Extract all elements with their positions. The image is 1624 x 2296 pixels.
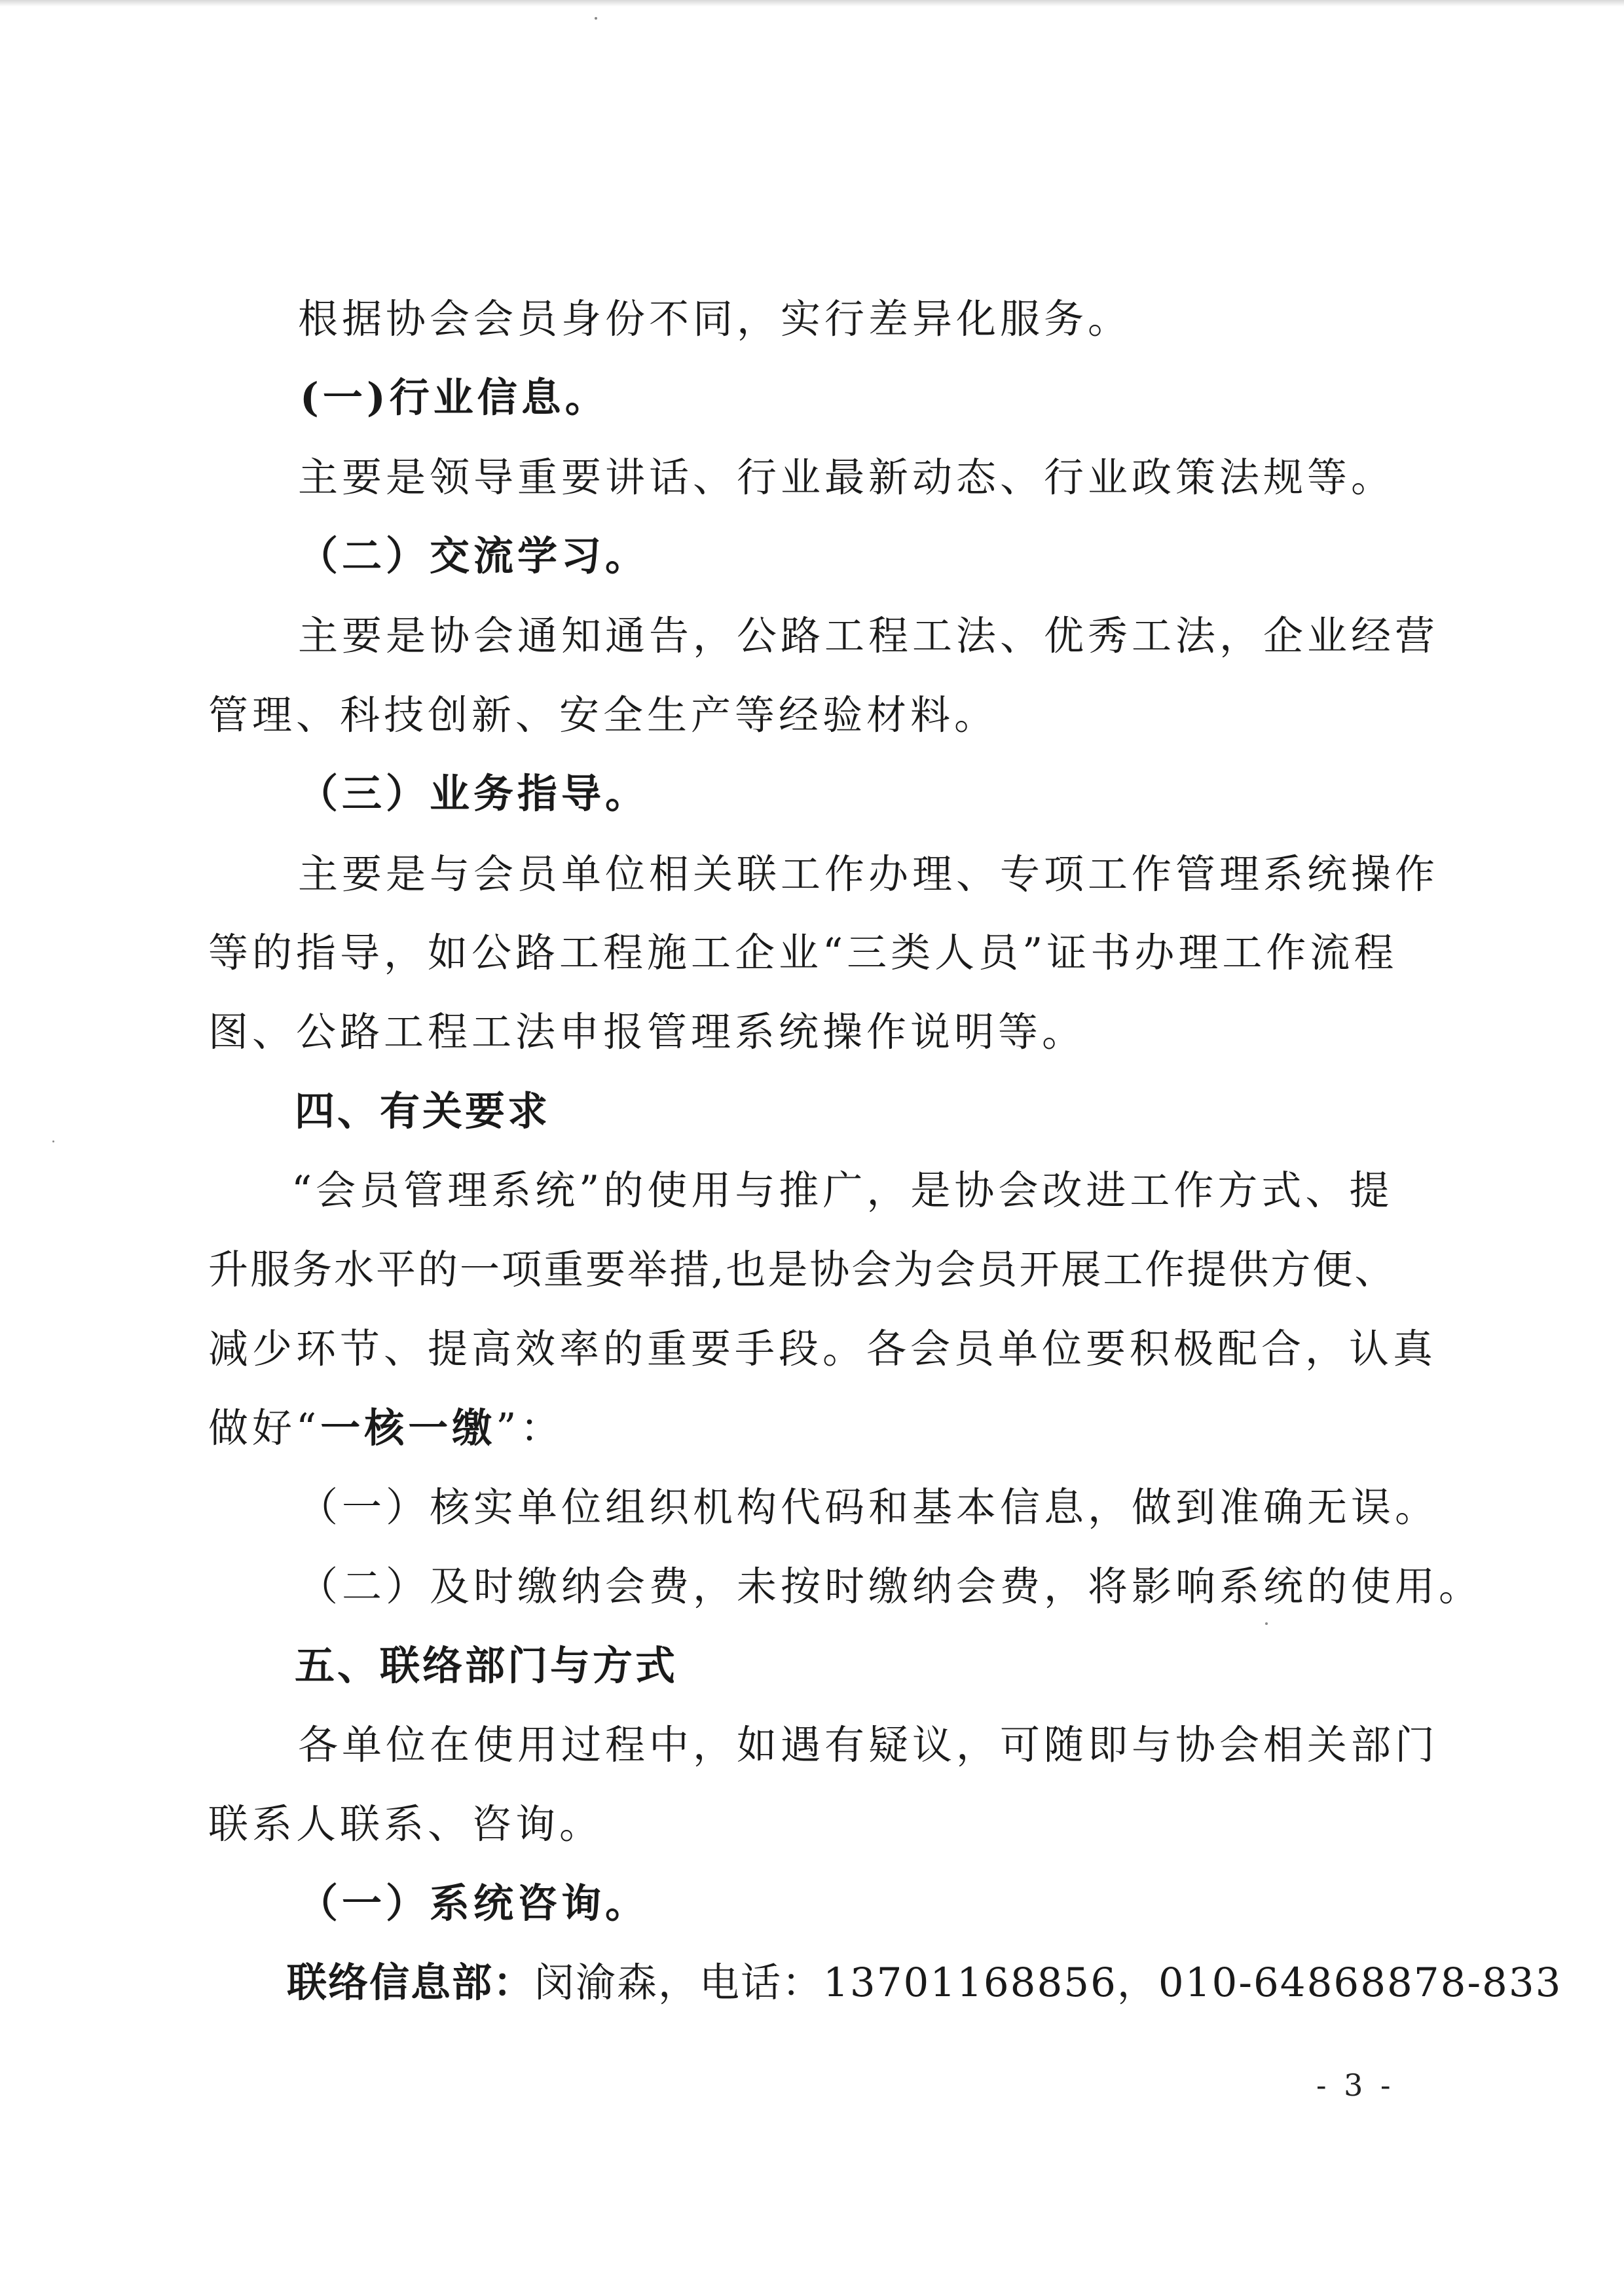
paragraph-line: 主要是协会通知通告，公路工程工法、优秀工法，企业经营 bbox=[298, 613, 1439, 659]
section-heading-system-consult: （一）系统咨询。 bbox=[298, 1880, 650, 1927]
paragraph-line: 升服务水平的一项重要举措,也是协会为会员开展工作提供方便、 bbox=[208, 1247, 1397, 1293]
paragraph-line: 联系人联系、咨询。 bbox=[208, 1801, 604, 1848]
contact-value: 闵渝森，电话：13701168856，010-64868878-833 bbox=[534, 1959, 1562, 2006]
section-heading-contact: 五、联络部门与方式 bbox=[295, 1643, 678, 1689]
list-item: （二）及时缴纳会费，未按时缴纳会费，将影响系统的使用。 bbox=[298, 1563, 1483, 1610]
emphasis-suffix: ”： bbox=[496, 1405, 564, 1451]
section-heading-exchange-learning: （二）交流学习。 bbox=[298, 533, 650, 579]
paragraph-line: 图、公路工程工法申报管理系统操作说明等。 bbox=[208, 1009, 1086, 1055]
section-heading-requirements: 四、有关要求 bbox=[295, 1088, 551, 1135]
paragraph-line: “会员管理系统”的使用与推广，是协会改进工作方式、提 bbox=[291, 1167, 1393, 1214]
paragraph-line: 主要是与会员单位相关联工作办理、专项工作管理系统操作 bbox=[298, 851, 1439, 898]
scan-speck bbox=[595, 17, 597, 20]
scan-speck bbox=[1265, 1622, 1268, 1625]
list-item: （一）核实单位组织机构代码和基本信息，做到准确无误。 bbox=[298, 1484, 1439, 1531]
scan-speck bbox=[52, 1140, 54, 1142]
contact-label: 联络信息部： bbox=[287, 1959, 535, 2006]
paragraph-lead: 做好“ bbox=[208, 1405, 321, 1451]
paragraph-line: 等的指导，如公路工程施工企业“三类人员”证书办理工作流程 bbox=[208, 930, 1398, 976]
paragraph-line: 主要是领导重要讲话、行业最新动态、行业政策法规等。 bbox=[298, 454, 1395, 501]
paragraph-line: 管理、科技创新、安全生产等经验材料。 bbox=[208, 692, 999, 738]
section-heading-business-guidance: （三）业务指导。 bbox=[298, 771, 650, 817]
scan-top-edge bbox=[0, 0, 1624, 7]
paragraph-line-emphasis bbox=[0, 1402, 1624, 1455]
paragraph-line: 减少环节、提高效率的重要手段。各会员单位要积极配合，认真 bbox=[208, 1326, 1437, 1372]
paragraph-line: 各单位在使用过程中，如遇有疑议，可随即与协会相关部门 bbox=[298, 1722, 1439, 1768]
paragraph-line: 根据协会会员身份不同，实行差异化服务。 bbox=[298, 296, 1132, 342]
emphasis-phrase: 一核一缴 bbox=[320, 1405, 496, 1451]
contact-line bbox=[0, 1957, 1624, 2009]
section-heading-industry-info: (一)行业信息。 bbox=[300, 374, 609, 421]
page-number: - 3 - bbox=[1316, 2068, 1395, 2103]
